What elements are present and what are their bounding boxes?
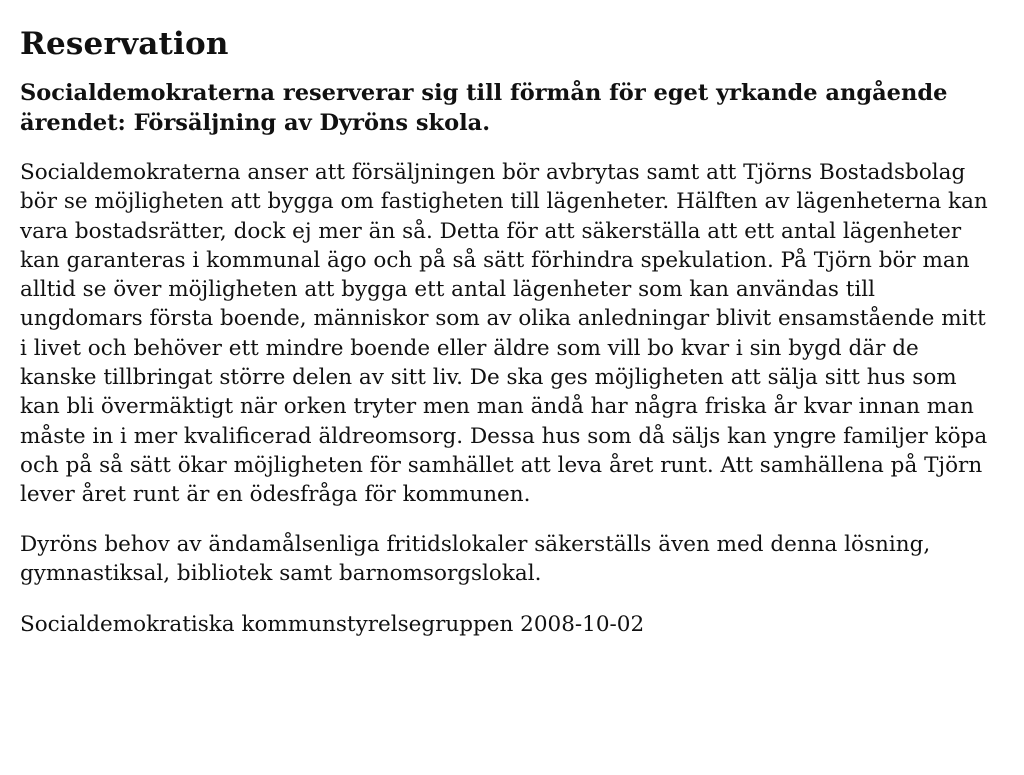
document-title: Reservation	[20, 26, 229, 62]
body-paragraph-2: Dyröns behov av ändamålsenliga fritidslokaler säkerställs även med denna lösning, gymnastiksal, bibliotek samt barnomsorgslokal.	[20, 531, 931, 586]
body-paragraph-1: Socialdemokraterna anser att försäljningen bör avbrytas samt att Tjörns Bostadsbolag bör se möjligheten att bygga om fastigheten till lägenheter. Hälften av lägenheterna kan vara bostadsrätter, dock ej mer än så. Detta för att säkerställa att ett antal lägenheter kan garanteras i kommunal ägo och på så sätt förhindra spekulation. På Tjörn bör man alltid se över möjligheten att bygga ett antal lägenheter som kan användas till ungdomars första boende, människor som av olika anledningar blivit ensamstående mitt i livet och behöver ett mindre boende eller äldre som vill bo kvar i sin bygd där de kanske tillbringat större delen av sitt liv. De ska ges möjligheten att sälja sitt hus som kan bli övermäktigt när orken tryter men man ändå har några friska år kvar innan man måste in i mer kvalificerad äldreomsorg. Dessa hus som då säljs kan yngre familjer köpa och på så sätt ökar möjligheten för samhället att leva året runt. Att samhällena på Tjörn lever året runt är en ödesfråga för kommunen.	[20, 160, 988, 508]
lead-statement: Socialdemokraterna reserverar sig till förmån för eget yrkande angående ärendet: Försäljning av Dyröns skola.	[20, 80, 948, 136]
signature-line: Socialdemokratiska kommunstyrelsegruppen 2008-10-02	[20, 612, 645, 638]
